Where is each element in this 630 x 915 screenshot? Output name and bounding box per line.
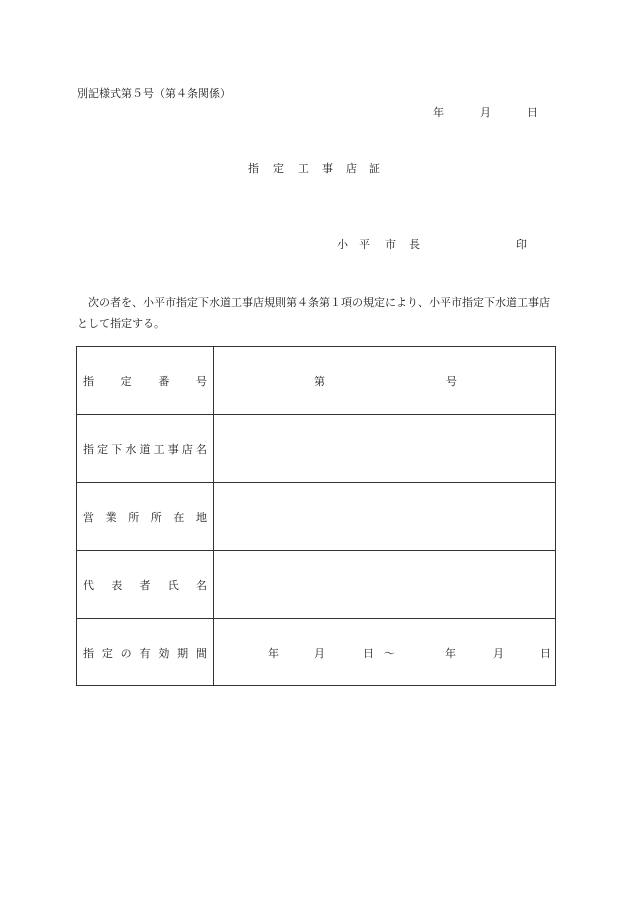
label-char: 氏 bbox=[167, 579, 179, 592]
row-divider bbox=[77, 414, 555, 415]
row-divider bbox=[77, 482, 555, 483]
label-char: 期 bbox=[177, 647, 189, 660]
label-char: 間 bbox=[195, 647, 207, 660]
label-designation-number bbox=[83, 373, 207, 389]
date-year-label: 年 bbox=[433, 106, 444, 119]
label-char: 事 bbox=[167, 443, 179, 456]
label-char: 営 bbox=[83, 511, 94, 524]
statement-text: 次の者を、小平市指定下水道工事店規則第４条第１項の規定により、小平市指定下水道工事店として指定する。 bbox=[77, 296, 550, 330]
label-char: 所 bbox=[128, 511, 140, 524]
label-char: 所 bbox=[150, 511, 162, 524]
period-start-month: 月 bbox=[314, 647, 325, 660]
label-char: 代 bbox=[83, 579, 94, 592]
form-number: 別記様式第５号（第４条関係） bbox=[77, 87, 231, 100]
number-suffix: 号 bbox=[446, 375, 457, 388]
label-char: 水 bbox=[125, 443, 137, 456]
title-char: 証 bbox=[369, 162, 380, 175]
label-char: 地 bbox=[195, 511, 207, 524]
label-char: 指 bbox=[83, 375, 94, 388]
issuer-char: 小 bbox=[337, 238, 348, 251]
period-separator: ～ bbox=[384, 647, 395, 660]
period-end-day: 日 bbox=[540, 647, 551, 660]
label-char: 工 bbox=[153, 443, 165, 456]
label-char: 効 bbox=[158, 647, 170, 660]
title-char: 定 bbox=[273, 162, 284, 175]
title-char: 指 bbox=[248, 162, 259, 175]
label-char: の bbox=[120, 647, 132, 660]
label-char: 名 bbox=[196, 443, 207, 456]
date-month-label: 月 bbox=[480, 106, 491, 119]
label-char: 定 bbox=[120, 375, 132, 388]
label-char: 者 bbox=[139, 579, 151, 592]
label-char: 定 bbox=[97, 443, 109, 456]
label-char: 在 bbox=[173, 511, 185, 524]
label-char: 指 bbox=[83, 443, 94, 456]
designation-statement bbox=[77, 292, 557, 334]
period-start-year: 年 bbox=[268, 647, 279, 660]
period-start-day: 日 bbox=[363, 647, 374, 660]
seal-mark: 印 bbox=[516, 238, 527, 251]
row-divider bbox=[77, 618, 555, 619]
label-char: 号 bbox=[195, 375, 207, 388]
label-contractor-name bbox=[83, 441, 207, 457]
column-divider bbox=[213, 347, 214, 685]
label-char: 下 bbox=[111, 443, 123, 456]
label-char: 指 bbox=[83, 647, 94, 660]
label-char: 表 bbox=[111, 579, 123, 592]
issuer-char: 市 bbox=[385, 238, 396, 251]
label-validity-period bbox=[83, 645, 207, 661]
label-char: 番 bbox=[158, 375, 170, 388]
issuer-char: 平 bbox=[359, 238, 370, 251]
certificate-table bbox=[76, 346, 556, 686]
row-divider bbox=[77, 550, 555, 551]
period-end-year: 年 bbox=[445, 647, 456, 660]
period-end-month: 月 bbox=[493, 647, 504, 660]
title-char: 店 bbox=[346, 162, 357, 175]
issuer-char: 長 bbox=[409, 238, 420, 251]
label-representative-name bbox=[83, 577, 207, 593]
label-char: 名 bbox=[196, 579, 207, 592]
label-char: 道 bbox=[139, 443, 151, 456]
label-char: 店 bbox=[181, 443, 193, 456]
label-office-address bbox=[83, 509, 207, 525]
label-char: 定 bbox=[101, 647, 113, 660]
label-char: 有 bbox=[139, 647, 151, 660]
label-char: 業 bbox=[105, 511, 117, 524]
date-day-label: 日 bbox=[527, 106, 538, 119]
number-prefix: 第 bbox=[314, 375, 325, 388]
title-char: 事 bbox=[322, 162, 333, 175]
title-char: 工 bbox=[298, 162, 309, 175]
